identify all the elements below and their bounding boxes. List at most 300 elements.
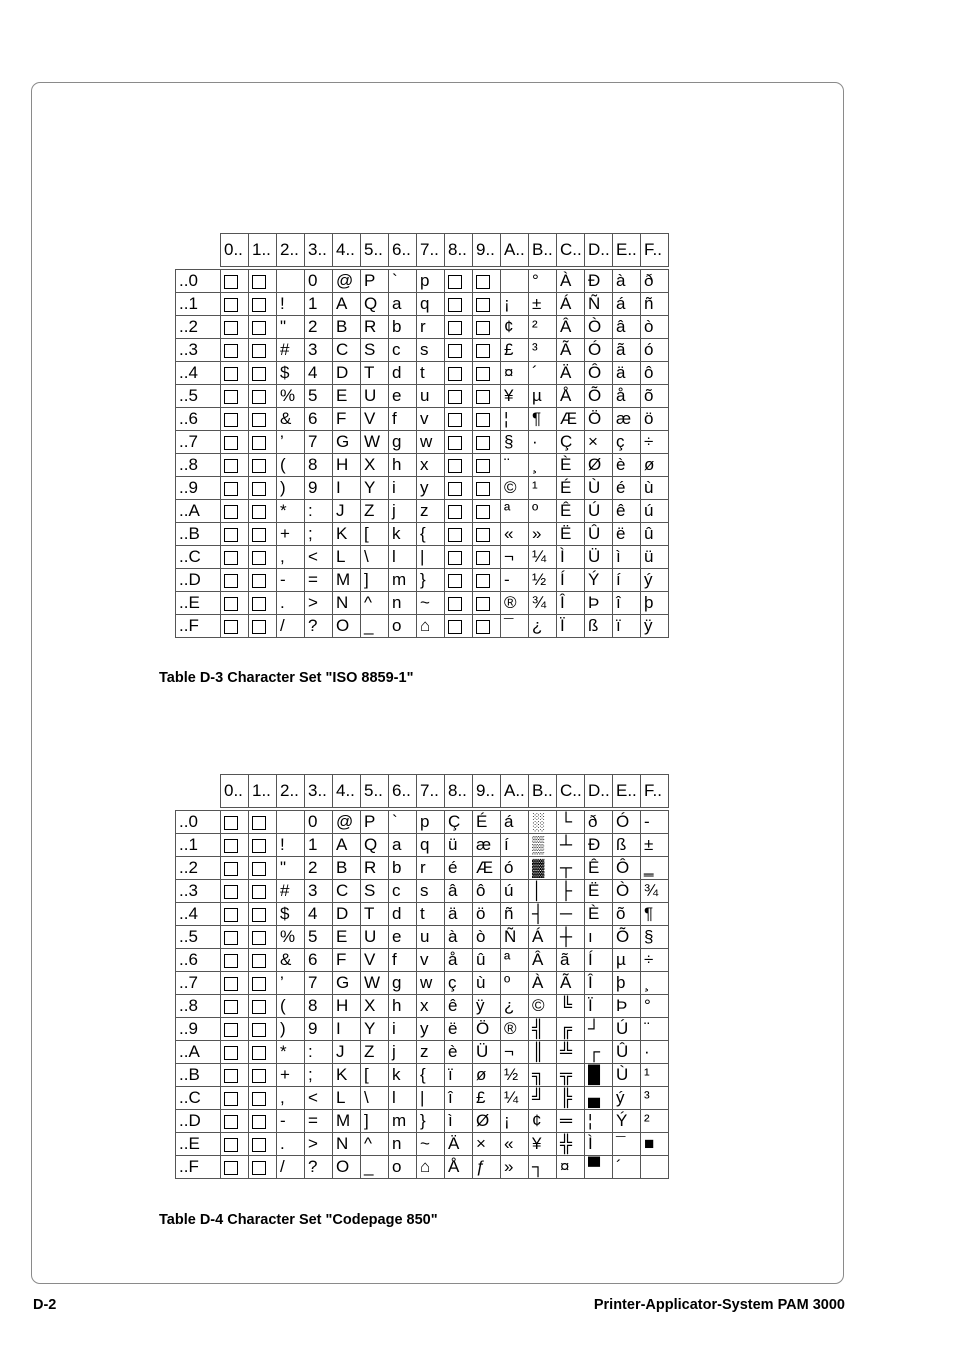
char-cell: ù — [641, 477, 669, 500]
undefined-char-box — [221, 592, 249, 615]
char-cell: ± — [529, 293, 557, 316]
char-cell: c — [389, 880, 417, 903]
undefined-char-box — [221, 1156, 249, 1179]
char-cell: ô — [473, 880, 501, 903]
char-cell: " — [277, 857, 305, 880]
empty-box-icon — [476, 551, 490, 565]
char-cell: Î — [557, 592, 585, 615]
char-cell: $ — [277, 903, 305, 926]
char-cell: { — [417, 1064, 445, 1087]
char-cell: < — [305, 546, 333, 569]
char-cell: M — [333, 569, 361, 592]
char-cell: S — [361, 339, 389, 362]
char-cell: 7 — [305, 972, 333, 995]
char-cell: ¦ — [501, 408, 529, 431]
char-cell: ┌ — [585, 1041, 613, 1064]
char-cell: _ — [361, 1156, 389, 1179]
char-cell: ú — [501, 880, 529, 903]
char-cell: ô — [641, 362, 669, 385]
char-cell: ¢ — [529, 1110, 557, 1133]
column-header: 8.. — [445, 234, 473, 267]
undefined-char-box — [221, 995, 249, 1018]
empty-box-icon — [224, 977, 238, 991]
undefined-char-box — [473, 408, 501, 431]
char-cell: ² — [641, 1110, 669, 1133]
char-cell: © — [529, 995, 557, 1018]
char-cell: H — [333, 995, 361, 1018]
row-label: ..B — [176, 1064, 221, 1087]
char-cell: É — [557, 477, 585, 500]
empty-box-icon — [224, 528, 238, 542]
char-cell: ` — [389, 270, 417, 293]
char-cell: T — [361, 362, 389, 385]
char-cell: G — [333, 972, 361, 995]
table-row — [176, 385, 669, 408]
char-cell: A — [333, 293, 361, 316]
char-cell: @ — [333, 811, 361, 834]
table-row — [176, 1087, 669, 1110]
empty-box-icon — [224, 482, 238, 496]
char-cell: ³ — [529, 339, 557, 362]
char-cell: À — [557, 270, 585, 293]
char-cell: . — [277, 1133, 305, 1156]
char-cell: x — [417, 995, 445, 1018]
char-cell: p — [417, 811, 445, 834]
char-cell: ² — [529, 316, 557, 339]
row-label: ..C — [176, 546, 221, 569]
column-header: D.. — [585, 234, 613, 267]
char-cell: ¶ — [529, 408, 557, 431]
char-cell: * — [277, 500, 305, 523]
corner-cell — [176, 234, 221, 267]
undefined-char-box — [445, 546, 473, 569]
column-header: A.. — [501, 234, 529, 267]
char-cell — [277, 270, 305, 293]
char-cell: Ê — [557, 500, 585, 523]
char-cell: ´ — [529, 362, 557, 385]
char-cell: ÷ — [641, 431, 669, 454]
undefined-char-box — [249, 1110, 277, 1133]
table-row — [176, 477, 669, 500]
table-row — [176, 995, 669, 1018]
char-cell: [ — [361, 523, 389, 546]
char-cell: ÷ — [641, 949, 669, 972]
char-cell: þ — [613, 972, 641, 995]
empty-box-icon — [448, 436, 462, 450]
char-cell: 8 — [305, 454, 333, 477]
char-cell: ) — [277, 477, 305, 500]
undefined-char-box — [249, 1087, 277, 1110]
char-cell: â — [445, 880, 473, 903]
table-row — [176, 1133, 669, 1156]
char-cell: v — [417, 408, 445, 431]
char-cell: z — [417, 1041, 445, 1064]
char-cell: · — [641, 1041, 669, 1064]
empty-box-icon — [252, 275, 266, 289]
char-cell: g — [389, 972, 417, 995]
empty-box-icon — [252, 839, 266, 853]
row-label: ..2 — [176, 316, 221, 339]
undefined-char-box — [249, 1133, 277, 1156]
table-row — [176, 270, 669, 293]
char-cell: P — [361, 811, 389, 834]
char-cell: j — [389, 500, 417, 523]
undefined-char-box — [473, 362, 501, 385]
char-cell: R — [361, 857, 389, 880]
char-cell: l — [389, 1087, 417, 1110]
column-header: 5.. — [361, 234, 389, 267]
char-cell: s — [417, 339, 445, 362]
char-cell: r — [417, 857, 445, 880]
char-cell: Á — [529, 926, 557, 949]
char-cell: h — [389, 454, 417, 477]
char-cell: º — [501, 972, 529, 995]
char-cell: ñ — [501, 903, 529, 926]
char-cell: n — [389, 1133, 417, 1156]
char-cell: ä — [445, 903, 473, 926]
char-cell: Ö — [585, 408, 613, 431]
char-cell: ½ — [501, 1064, 529, 1087]
undefined-char-box — [445, 569, 473, 592]
char-cell: ] — [361, 1110, 389, 1133]
char-cell: Þ — [585, 592, 613, 615]
char-cell: 7 — [305, 431, 333, 454]
char-cell: ` — [389, 811, 417, 834]
char-cell: ╩ — [557, 1041, 585, 1064]
char-cell: Ó — [585, 339, 613, 362]
char-cell: ¡ — [501, 293, 529, 316]
char-cell: Ç — [557, 431, 585, 454]
undefined-char-box — [445, 408, 473, 431]
char-cell: O — [333, 1156, 361, 1179]
empty-box-icon — [252, 931, 266, 945]
undefined-char-box — [445, 293, 473, 316]
char-cell: i — [389, 477, 417, 500]
char-cell: o — [389, 1156, 417, 1179]
char-cell: Ç — [445, 811, 473, 834]
column-header: 0.. — [221, 234, 249, 267]
char-cell: Â — [529, 949, 557, 972]
undefined-char-box — [221, 972, 249, 995]
char-cell: Î — [585, 972, 613, 995]
undefined-char-box — [249, 995, 277, 1018]
char-cell — [501, 270, 529, 293]
undefined-char-box — [445, 339, 473, 362]
char-cell: Ì — [557, 546, 585, 569]
char-cell: ï — [613, 615, 641, 638]
undefined-char-box — [221, 1133, 249, 1156]
char-cell: q — [417, 834, 445, 857]
char-cell: " — [277, 316, 305, 339]
char-cell: * — [277, 1041, 305, 1064]
column-header: 7.. — [417, 234, 445, 267]
char-cell: ì — [613, 546, 641, 569]
char-cell: ¶ — [641, 903, 669, 926]
char-cell: @ — [333, 270, 361, 293]
table-row — [176, 1156, 669, 1179]
char-cell: ç — [445, 972, 473, 995]
char-cell: ù — [473, 972, 501, 995]
char-cell: ; — [305, 523, 333, 546]
char-cell: Ñ — [501, 926, 529, 949]
char-cell: Z — [361, 500, 389, 523]
char-cell: ü — [641, 546, 669, 569]
column-header: 4.. — [333, 775, 361, 808]
empty-box-icon — [252, 574, 266, 588]
undefined-char-box — [249, 385, 277, 408]
column-header: 8.. — [445, 775, 473, 808]
char-cell: N — [333, 1133, 361, 1156]
char-cell: ì — [445, 1110, 473, 1133]
undefined-char-box — [221, 926, 249, 949]
char-cell: 0 — [305, 270, 333, 293]
empty-box-icon — [448, 620, 462, 634]
char-cell: Ð — [585, 834, 613, 857]
empty-box-icon — [476, 482, 490, 496]
char-cell: ┬ — [557, 857, 585, 880]
char-cell: ■ — [641, 1133, 669, 1156]
char-cell: Ò — [585, 316, 613, 339]
char-cell: ¬ — [501, 546, 529, 569]
undefined-char-box — [249, 569, 277, 592]
char-cell: ¤ — [501, 362, 529, 385]
char-cell: & — [277, 949, 305, 972]
char-cell: ┼ — [557, 926, 585, 949]
empty-box-icon — [476, 344, 490, 358]
empty-box-icon — [448, 344, 462, 358]
empty-box-icon — [224, 1115, 238, 1129]
char-cell: £ — [473, 1087, 501, 1110]
undefined-char-box — [249, 293, 277, 316]
empty-box-icon — [224, 1000, 238, 1014]
char-cell: ð — [641, 270, 669, 293]
empty-box-icon — [476, 367, 490, 381]
char-cell: û — [641, 523, 669, 546]
char-cell: Y — [361, 477, 389, 500]
undefined-char-box — [249, 1018, 277, 1041]
column-header: 2.. — [277, 775, 305, 808]
char-cell: \ — [361, 546, 389, 569]
empty-box-icon — [448, 298, 462, 312]
char-cell: ß — [613, 834, 641, 857]
char-cell: ^ — [361, 592, 389, 615]
empty-box-icon — [448, 390, 462, 404]
row-label: ..A — [176, 500, 221, 523]
char-cell: 5 — [305, 926, 333, 949]
table-row — [176, 500, 669, 523]
char-cell: v — [417, 949, 445, 972]
char-cell: [ — [361, 1064, 389, 1087]
page-number: D-2 — [33, 1297, 57, 1313]
empty-box-icon — [252, 413, 266, 427]
char-cell: J — [333, 1041, 361, 1064]
row-label: ..D — [176, 1110, 221, 1133]
undefined-char-box — [445, 362, 473, 385]
char-cell: Q — [361, 834, 389, 857]
row-label: ..8 — [176, 995, 221, 1018]
char-cell: à — [613, 270, 641, 293]
column-header: 1.. — [249, 234, 277, 267]
empty-box-icon — [252, 482, 266, 496]
char-cell: Ä — [557, 362, 585, 385]
row-label: ..6 — [176, 408, 221, 431]
char-cell: ° — [641, 995, 669, 1018]
char-cell: ı — [585, 926, 613, 949]
char-cell: þ — [641, 592, 669, 615]
char-cell: S — [361, 880, 389, 903]
empty-box-icon — [476, 275, 490, 289]
char-cell: ® — [501, 592, 529, 615]
empty-box-icon — [252, 862, 266, 876]
char-cell: B — [333, 316, 361, 339]
empty-box-icon — [224, 551, 238, 565]
row-label: ..7 — [176, 972, 221, 995]
empty-box-icon — [448, 275, 462, 289]
char-cell: Õ — [585, 385, 613, 408]
table-row — [176, 1110, 669, 1133]
table-row — [176, 880, 669, 903]
char-cell: Õ — [613, 926, 641, 949]
char-cell: L — [333, 546, 361, 569]
char-cell: f — [389, 949, 417, 972]
char-cell: N — [333, 592, 361, 615]
char-cell: Ô — [613, 857, 641, 880]
char-cell: ? — [305, 1156, 333, 1179]
char-cell: L — [333, 1087, 361, 1110]
undefined-char-box — [249, 903, 277, 926]
char-cell: ║ — [529, 1041, 557, 1064]
undefined-char-box — [249, 270, 277, 293]
table-caption: Table D-4 Character Set "Codepage 850" — [159, 1212, 438, 1228]
char-cell: ╗ — [529, 1064, 557, 1087]
empty-box-icon — [252, 908, 266, 922]
empty-box-icon — [476, 298, 490, 312]
undefined-char-box — [249, 316, 277, 339]
char-cell: k — [389, 1064, 417, 1087]
empty-box-icon — [224, 505, 238, 519]
undefined-char-box — [249, 546, 277, 569]
char-cell: y — [417, 477, 445, 500]
empty-box-icon — [252, 1046, 266, 1060]
undefined-char-box — [445, 316, 473, 339]
char-cell: × — [473, 1133, 501, 1156]
empty-box-icon — [252, 390, 266, 404]
char-cell: ; — [305, 1064, 333, 1087]
char-cell: ╬ — [557, 1133, 585, 1156]
char-cell: = — [305, 1110, 333, 1133]
char-cell: ö — [641, 408, 669, 431]
undefined-char-box — [221, 834, 249, 857]
char-cell: . — [277, 592, 305, 615]
char-cell: | — [417, 1087, 445, 1110]
char-cell: ° — [529, 270, 557, 293]
char-cell: È — [585, 903, 613, 926]
char-cell: § — [501, 431, 529, 454]
undefined-char-box — [473, 385, 501, 408]
undefined-char-box — [249, 339, 277, 362]
undefined-char-box — [249, 972, 277, 995]
char-cell: z — [417, 500, 445, 523]
undefined-char-box — [221, 523, 249, 546]
char-cell: a — [389, 293, 417, 316]
char-cell: Ö — [473, 1018, 501, 1041]
row-label: ..E — [176, 592, 221, 615]
empty-box-icon — [476, 620, 490, 634]
column-header: F.. — [641, 775, 669, 808]
empty-box-icon — [448, 413, 462, 427]
empty-box-icon — [476, 574, 490, 588]
table-row — [176, 834, 669, 857]
char-cell: Â — [557, 316, 585, 339]
char-cell: Ë — [585, 880, 613, 903]
empty-box-icon — [252, 459, 266, 473]
char-cell: | — [417, 546, 445, 569]
char-cell: ╠ — [557, 1087, 585, 1110]
undefined-char-box — [249, 1064, 277, 1087]
char-cell: : — [305, 500, 333, 523]
empty-box-icon — [252, 344, 266, 358]
undefined-char-box — [249, 454, 277, 477]
char-cell: · — [529, 431, 557, 454]
char-cell: ë — [445, 1018, 473, 1041]
char-cell: 6 — [305, 949, 333, 972]
empty-box-icon — [224, 862, 238, 876]
char-cell: f — [389, 408, 417, 431]
column-header: F.. — [641, 234, 669, 267]
char-cell: µ — [613, 949, 641, 972]
undefined-char-box — [473, 316, 501, 339]
undefined-char-box — [249, 431, 277, 454]
char-cell: ÿ — [473, 995, 501, 1018]
undefined-char-box — [473, 293, 501, 316]
table-row — [176, 811, 669, 834]
char-cell: R — [361, 316, 389, 339]
char-cell: ╚ — [557, 995, 585, 1018]
empty-box-icon — [224, 885, 238, 899]
char-cell: u — [417, 926, 445, 949]
row-label: ..0 — [176, 270, 221, 293]
empty-box-icon — [252, 816, 266, 830]
undefined-char-box — [473, 431, 501, 454]
char-cell: Ã — [557, 972, 585, 995]
char-cell: ª — [501, 500, 529, 523]
char-cell: Þ — [613, 995, 641, 1018]
char-cell: ó — [641, 339, 669, 362]
empty-box-icon — [476, 459, 490, 473]
char-cell: u — [417, 385, 445, 408]
undefined-char-box — [221, 1087, 249, 1110]
undefined-char-box — [249, 926, 277, 949]
char-cell: è — [613, 454, 641, 477]
empty-box-icon — [224, 413, 238, 427]
char-cell: 3 — [305, 880, 333, 903]
undefined-char-box — [473, 546, 501, 569]
char-cell: ▀ — [585, 1156, 613, 1179]
char-cell: ^ — [361, 1133, 389, 1156]
char-cell: Í — [557, 569, 585, 592]
char-cell: « — [501, 1133, 529, 1156]
table-row — [176, 1018, 669, 1041]
undefined-char-box — [221, 857, 249, 880]
char-cell: ó — [501, 857, 529, 880]
char-cell: c — [389, 339, 417, 362]
char-cell: ö — [473, 903, 501, 926]
char-cell: ¿ — [529, 615, 557, 638]
char-cell: J — [333, 500, 361, 523]
char-cell: ¢ — [501, 316, 529, 339]
empty-box-icon — [252, 1115, 266, 1129]
char-cell: b — [389, 857, 417, 880]
